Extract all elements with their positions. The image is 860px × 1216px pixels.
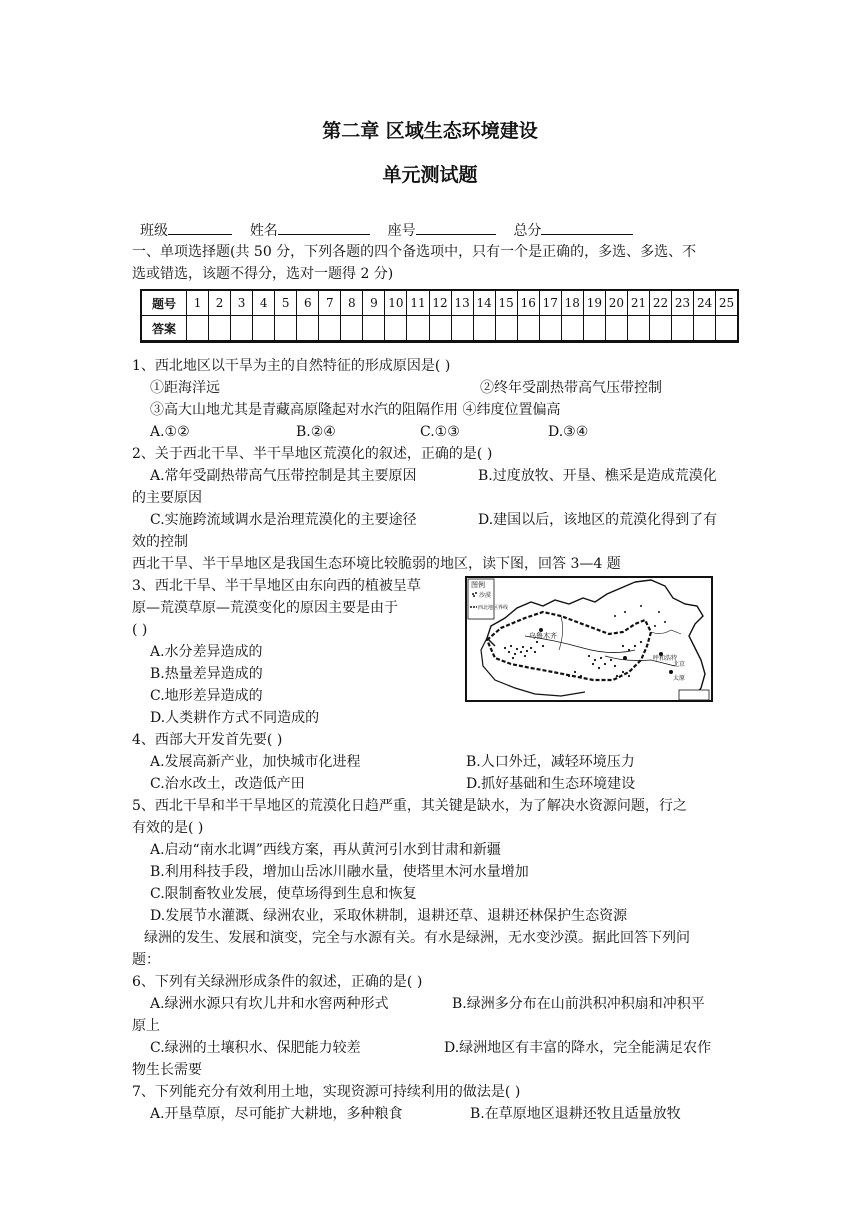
number-cell: 10: [385, 290, 407, 316]
number-cell: 3: [231, 290, 253, 316]
city-beijing: 北京: [673, 661, 686, 668]
number-row-label: 题号: [141, 290, 187, 316]
q2-option-d[interactable]: D.建国以后，该地区的荒漠化得到了有: [478, 512, 718, 528]
q6-option-d[interactable]: D.绿洲地区有丰富的降水，完全能满足农作: [444, 1040, 712, 1056]
q2-option-b[interactable]: B.过度放牧、开垦、樵采是造成荒漠化: [478, 468, 717, 484]
q1-option-d[interactable]: D.③④: [548, 424, 589, 440]
q2-option-b-cont: 的主要原因: [132, 490, 202, 506]
q1-item-2: ②终年受副热带高气压带控制: [480, 380, 662, 396]
northwest-region-map: [465, 576, 713, 702]
number-cell: 12: [429, 290, 451, 316]
question-5-stem: 5、西北干旱和半干旱地区的荒漠化日趋严重，其关键是缺水，为了解决水资源问题，行之: [132, 798, 687, 814]
answer-cell[interactable]: [517, 316, 539, 342]
answer-cell[interactable]: [473, 316, 495, 342]
seat-field[interactable]: [416, 220, 496, 235]
number-cell: 7: [319, 290, 341, 316]
question-6-stem: 6、下列有关绿洲形成条件的叙述，正确的是( ): [132, 974, 423, 990]
answer-cell[interactable]: [341, 316, 363, 342]
q3-option-c[interactable]: C.地形差异造成的: [150, 688, 263, 704]
q6-option-b[interactable]: B.绿洲多分布在山前洪积冲积扇和冲积平: [452, 996, 705, 1012]
answer-cell[interactable]: [672, 316, 694, 342]
number-cell: 15: [495, 290, 517, 316]
number-cell: 18: [561, 290, 583, 316]
number-cell: 11: [407, 290, 429, 316]
answer-cell[interactable]: [231, 316, 253, 342]
answer-cell[interactable]: [209, 316, 231, 342]
q3-option-b[interactable]: B.热量差异造成的: [150, 666, 263, 682]
answer-cell[interactable]: [187, 316, 209, 342]
number-cell: 16: [517, 290, 539, 316]
q4-option-b[interactable]: B.人口外迁，减轻环境压力: [466, 754, 635, 770]
q5-option-b[interactable]: B.利用科技手段，增加山岳冰川融水量，使塔里木河水量增加: [150, 864, 529, 880]
question-7-stem: 7、下列能充分有效利用土地，实现资源可持续利用的做法是( ): [132, 1084, 521, 1100]
q3-4-intro: 西北干旱、半干旱地区是我国生态环境比较脆弱的地区，读下图，回答 3—4 题: [132, 556, 621, 572]
answer-table-number-row: [141, 290, 738, 316]
name-field[interactable]: [278, 220, 370, 235]
number-cell: 4: [253, 290, 275, 316]
q6-option-c[interactable]: C.绿洲的土壤积水、保肥能力较差: [150, 1040, 361, 1056]
answer-table: [140, 289, 739, 343]
answer-cell[interactable]: [429, 316, 451, 342]
number-cell: 13: [451, 290, 473, 316]
q1-option-c[interactable]: C.①③: [420, 424, 460, 440]
answer-cell[interactable]: [297, 316, 319, 342]
answer-cell[interactable]: [716, 316, 738, 342]
number-cell: 21: [627, 290, 649, 316]
number-cell: 2: [209, 290, 231, 316]
q1-option-b[interactable]: B.②④: [296, 424, 336, 440]
number-cell: 9: [363, 290, 385, 316]
number-cell: 6: [297, 290, 319, 316]
city-hohhot: 呼和浩特: [653, 655, 678, 662]
answer-cell[interactable]: [561, 316, 583, 342]
legend-title: 图例: [471, 581, 485, 589]
answer-cell[interactable]: [605, 316, 627, 342]
answer-cell[interactable]: [275, 316, 297, 342]
question-5-stem-cont: 有效的是( ): [132, 820, 204, 836]
q6-intro-cont: 题：: [132, 952, 160, 968]
seat-label: 座号: [387, 223, 416, 239]
section1-instructions: 一、单项选择题(共 50 分，下列各题的四个备选项中，只有一个是正确的，多选、多选、不: [132, 244, 697, 260]
question-3-stem: 3、西北干旱、半干旱地区由东向西的植被呈草: [132, 578, 421, 594]
answer-cell[interactable]: [539, 316, 561, 342]
answer-cell[interactable]: [495, 316, 517, 342]
number-cell: 5: [275, 290, 297, 316]
number-cell: 24: [694, 290, 716, 316]
question-3-stem-cont: 原—荒漠草原—荒漠变化的原因主要是由于: [132, 600, 398, 616]
answer-cell[interactable]: [627, 316, 649, 342]
q1-option-a[interactable]: A.①②: [150, 424, 190, 440]
document-subtitle: 单元测试题: [382, 164, 478, 186]
question-4-stem: 4、西部大开发首先要( ): [132, 732, 283, 748]
number-cell: 8: [341, 290, 363, 316]
score-label: 总分: [513, 223, 542, 239]
q6-option-a[interactable]: A.绿洲水源只有坎儿井和水窖两种形式: [150, 996, 389, 1012]
q4-option-d[interactable]: D.抓好基础和生态环境建设: [466, 776, 636, 792]
legend-boundary: 西北地区界线: [478, 605, 509, 611]
q3-option-d[interactable]: D.人类耕作方式不同造成的: [150, 710, 320, 726]
number-cell: 20: [605, 290, 627, 316]
number-cell: 14: [473, 290, 495, 316]
number-cell: 1: [187, 290, 209, 316]
number-cell: 17: [539, 290, 561, 316]
answer-cell[interactable]: [253, 316, 275, 342]
q7-option-a[interactable]: A.开垦草原，尽可能扩大耕地，多种粮食: [150, 1106, 403, 1122]
q1-item-1: ①距海洋远: [150, 380, 220, 396]
answer-cell[interactable]: [385, 316, 407, 342]
answer-cell[interactable]: [407, 316, 429, 342]
class-field[interactable]: [168, 220, 232, 235]
class-label: 班级: [140, 223, 168, 239]
q2-option-c[interactable]: C.实施跨流域调水是治理荒漠化的主要途径: [150, 512, 417, 528]
q4-option-c[interactable]: C.治水改土，改造低产田: [150, 776, 305, 792]
map-graphic: [465, 576, 713, 702]
section1-instructions-cont: 选或错选，该题不得分，选对一题得 2 分): [132, 266, 394, 282]
answer-cell[interactable]: [319, 316, 341, 342]
q3-option-a[interactable]: A.水分差异造成的: [150, 644, 263, 660]
map-frame: [466, 577, 712, 701]
answer-cell[interactable]: [583, 316, 605, 342]
number-cell: 19: [583, 290, 605, 316]
question-3-stem-end: ( ): [132, 622, 148, 638]
number-cell: 25: [716, 290, 738, 316]
legend-desert: 沙漠: [479, 592, 492, 599]
q4-option-a[interactable]: A.发展高新产业，加快城市化进程: [150, 754, 361, 770]
q2-option-d-cont: 效的控制: [132, 534, 188, 550]
document-title: 第二章 区域生态环境建设: [322, 120, 538, 142]
answer-cell[interactable]: [451, 316, 473, 342]
q1-item-3-4: ③高大山地尤其是青藏高原隆起对水汽的阻隔作用 ④纬度位置偏高: [150, 402, 561, 418]
inset-box: [679, 690, 709, 700]
answer-cell[interactable]: [649, 316, 671, 342]
city-taiyuan: 太原: [673, 675, 686, 682]
city-urumqi: 乌鲁木齐: [529, 632, 557, 640]
answer-row-label: 答案: [141, 316, 187, 342]
number-cell: 23: [672, 290, 694, 316]
q2-option-a[interactable]: A.常年受副热带高气压带控制是其主要原因: [150, 468, 417, 484]
score-field[interactable]: [541, 220, 633, 235]
q6-option-d-cont: 物生长需要: [132, 1062, 202, 1078]
q5-option-c[interactable]: C.限制畜牧业发展，使草场得到生息和恢复: [150, 886, 417, 902]
number-cell: 22: [649, 290, 671, 316]
name-label: 姓名: [249, 223, 278, 239]
q7-option-b[interactable]: B.在草原地区退耕还牧且适量放牧: [470, 1106, 681, 1122]
question-2-stem: 2、关于西北干旱、半干旱地区荒漠化的叙述，正确的是( ): [132, 446, 493, 462]
question-1-stem: 1、西北地区以干旱为主的自然特征的形成原因是( ): [132, 358, 451, 374]
answer-cell[interactable]: [694, 316, 716, 342]
q6-option-b-cont: 原上: [132, 1018, 160, 1034]
q6-intro: 绿洲的发生、发展和演变，完全与水源有关。有水是绿洲，无水变沙漠。据此回答下列问: [144, 930, 690, 946]
answer-cell[interactable]: [363, 316, 385, 342]
q5-option-a[interactable]: A.启动“南水北调”西线方案，再从黄河引水到甘肃和新疆: [150, 842, 501, 858]
q5-option-d[interactable]: D.发展节水灌溉、绿洲农业，采取休耕制，退耕还草、退耕还林保护生态资源: [150, 908, 628, 924]
answer-table-answer-row: [141, 316, 738, 342]
student-info-line: [140, 220, 633, 241]
